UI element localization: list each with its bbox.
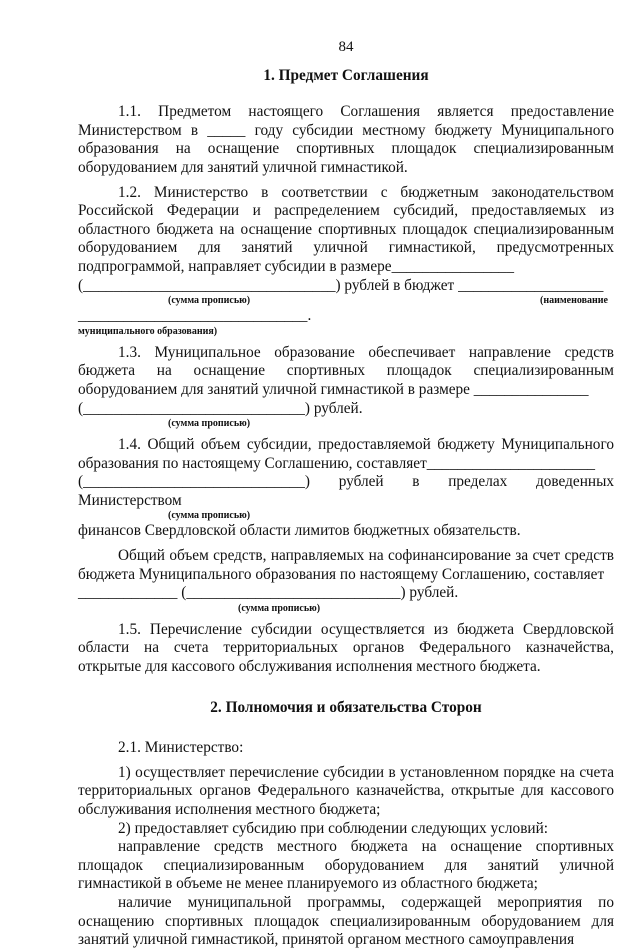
clause-2-1-condition-b: наличие муниципальной программы, содержащей мероприятия по оснащению спортивных площадок специализированным оборудованием для занятий уличной гимнастикой, принятой органом местного самоуправления [78, 893, 614, 949]
page-number: 84 [338, 39, 354, 55]
sum-in-words-caption: (сумма прописью) [168, 418, 251, 430]
clause-2-1-condition-a: направление средств местного бюджета на оснащение спортивных площадок специализированным оборудованием для занятий уличной гимнастикой в объеме не менее планируемого из областного бюджета; [78, 838, 614, 893]
clause-1-2-sum-line: (_________________________________) рублей в бюджет ___________________ [78, 276, 604, 294]
clause-1-2: 1.2. Министерство в соответствии с бюджетным законодательством Российской Федерации и распределением субсидий, предоставляемых из областного бюджета на оснащение спортивных площадок специализированным оборудованием для занятий уличной гимнастикой, предусмотренных подпрограммой, направляет субсидии в размере________________ [78, 183, 614, 275]
sum-in-words-caption: (сумма прописью) [168, 510, 251, 522]
clause-1-1: 1.1. Предметом настоящего Соглашения является предоставление Министерством в _____ году субсидии местному бюджету Муниципального образования на оснащение спортивных площадок специализированным оборудованием для занятий уличной гимнастикой. [78, 103, 614, 176]
clause-1-2-name-line: ______________________________. [78, 307, 312, 325]
clause-1-5: 1.5. Перечисление субсидии осуществляется из бюджета Свердловской области на счета территориальных органов Федерального казначейства, открытые для кассового обслуживания исполнения местного бюджета. [78, 620, 614, 676]
name-caption: (наименование [540, 295, 608, 307]
clause-2-1: 2.1. Министерство: [118, 739, 244, 757]
clause-1-4: 1.4. Общий объем субсидии, предоставляемой бюджету Муниципального образования по настоящему Соглашению, составляет______________________ [78, 436, 614, 472]
clause-2-1-item-2: 2) предоставляет субсидию при соблюдении следующих условий: [118, 819, 549, 837]
section-2-heading: 2. Полномочия и обязательства Сторон [210, 698, 482, 716]
municipality-caption: муниципального образования) [78, 325, 218, 337]
clause-1-4-cofinancing: Общий объем средств, направляемых на софинансирование за счет средств бюджета Муниципального образования по настоящему Соглашению, составляет [78, 547, 614, 583]
clause-1-4-line3: финансов Свердловской области лимитов бюджетных обязательств. [78, 522, 521, 540]
clause-1-4-cofinancing-sum-line: _____________ (____________________________) рублей. [78, 584, 459, 602]
section-1-heading: 1. Предмет Соглашения [263, 66, 429, 84]
clause-1-3-sum-line: (_____________________________) рублей. [78, 399, 363, 417]
clause-1-4-sum-line: (_____________________________) рублей в пределах доведенных Министерством [78, 473, 614, 509]
clause-2-1-item-1: 1) осуществляет перечисление субсидии в установленном порядке на счета территориальных органов Федерального казначейства, открытые для кассового обслуживания исполнения местного бюджета; [78, 763, 614, 818]
sum-in-words-caption: (сумма прописью) [168, 295, 251, 307]
clause-1-2-sub-labels [78, 295, 614, 307]
clause-1-3: 1.3. Муниципальное образование обеспечивает направление средств бюджета на оснащение спортивных площадок специализированным оборудованием для занятий уличной гимнастикой в размере _______________ [78, 343, 614, 398]
sum-in-words-caption: (сумма прописью) [238, 602, 321, 614]
